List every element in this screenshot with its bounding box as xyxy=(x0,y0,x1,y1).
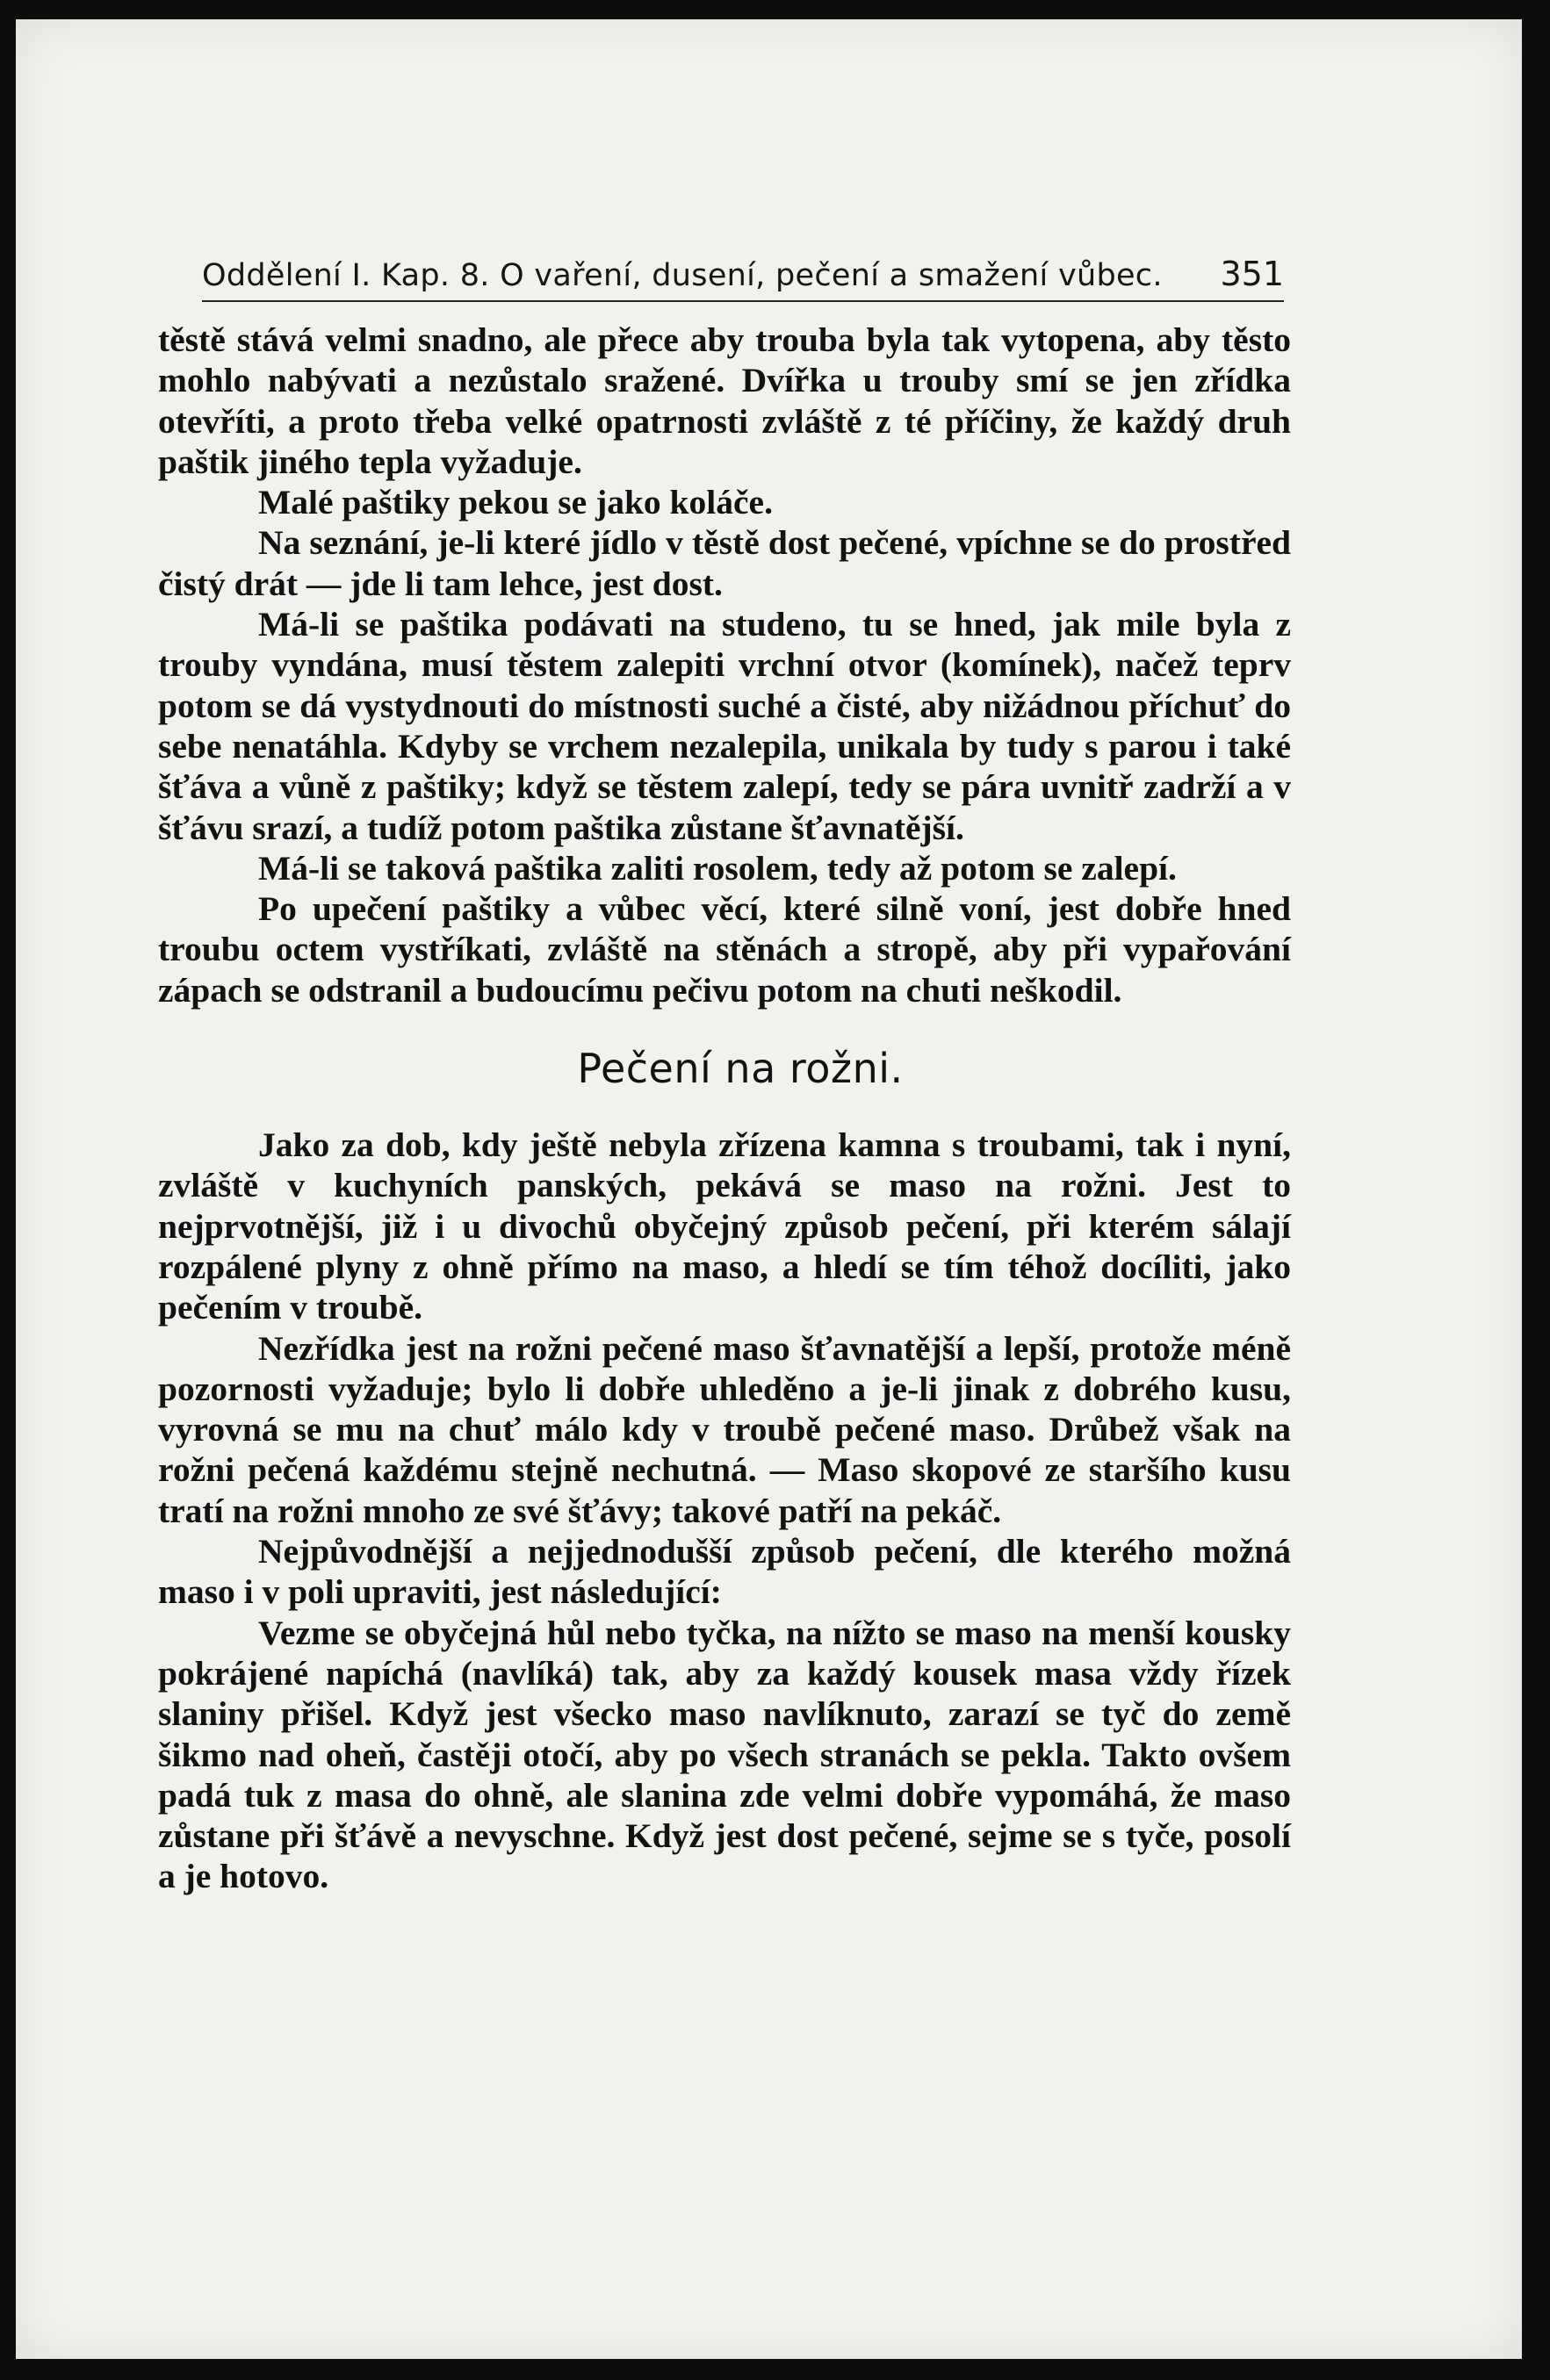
running-header xyxy=(202,249,1284,302)
section-heading: Pečení na rožni. xyxy=(577,1045,904,1093)
book-page xyxy=(16,19,1522,2359)
paragraph: těstě stává velmi snadno, ale přece aby trouba byla tak vytopena, aby těsto mohlo nabývati a nezůstalo sražené. Dvířka u trouby smí se jen zřídka otevříti, a proto třeba velké opatrnosti zvláště z té příčiny, že každý druh paštik jiného tepla vyžaduje. xyxy=(158,320,1291,481)
paragraph: Jako za dob, kdy ještě nebyla zřízena kamna s troubami, tak i nyní, zvláště v kuchyních panských, pekává se maso na rožni. Jest to nejprvotnější, již i u divochů obyčejný způsob pečení, při kterém sálají rozpálené plyny z ohně přímo na maso, a hledí se tím téhož docíliti, jako pečením v troubě. xyxy=(158,1125,1291,1327)
running-title: Oddělení I. Kap. 8. O vaření, dusení, pečení a smažení vůbec. xyxy=(202,258,1163,293)
paragraph: Nejpůvodnější a nejjednodušší způsob pečení, dle kterého možná maso i v poli upraviti, jest následující: xyxy=(158,1532,1291,1612)
paragraph: Má-li se taková paštika zaliti rosolem, tedy až potom se zalepí. xyxy=(258,848,1177,888)
paragraph: Vezme se obyčejná hůl nebo tyčka, na nížto se maso na menší kousky pokrájené napíchá (navlíká) tak, aby za každý kousek masa vždy řízek slaniny přišel. Když jest všecko maso navlíknuto, zarazí se tyč do země šikmo nad oheň, častěji otočí, aby po všech stranách se pekla. Takto ovšem padá tuk z masa do ohně, ale slanina zde velmi dobře vypomáhá, že maso zůstane při šťávě a nevyschne. Když jest dost pečené, sejme se s tyče, posolí a je hotovo. xyxy=(158,1613,1291,1896)
page-number: 351 xyxy=(1220,255,1284,293)
paragraph: Na seznání, je-li které jídlo v těstě dost pečené, vpíchne se do prostřed čistý drát — jde li tam lehce, jest dost. xyxy=(158,523,1291,603)
paragraph: Malé paštiky pekou se jako koláče. xyxy=(258,483,773,522)
body-text xyxy=(158,320,1291,1897)
paragraph: Po upečení paštiky a vůbec věcí, které silně voní, jest dobře hned troubu octem vystříkati, zvláště na stěnách a stropě, aby při vypařování zápach se odstranil a budoucímu pečivu potom na chuti neškodil. xyxy=(158,889,1291,1010)
paragraph: Nezřídka jest na rožni pečené maso šťavnatější a lepší, protože méně pozornosti vyžaduje; bylo li dobře uhleděno a je-li jinak z dobrého kusu, vyrovná se mu na chuť málo kdy v troubě pečené maso. Drůbež však na rožni pečená každému stejně nechutná. — Maso skopové ze staršího kusu tratí na rožni mnoho ze své šťávy; takové patří na pekáč. xyxy=(158,1328,1291,1530)
paragraph: Má-li se paštika podávati na studeno, tu se hned, jak mile byla z trouby vyndána, musí těstem zalepiti vrchní otvor (komínek), načež teprv potom se dá vystydnouti do místnosti suché a čisté, aby nižádnou příchuť do sebe nenatáhla. Kdyby se vrchem nezalepila, unikala by tudy s parou i také šťáva a vůně z paštiky; když se těstem zalepí, tedy se pára uvnitř zadrží a v šťávu srazí, a tudíž potom paštika zůstane šťavnatější. xyxy=(158,605,1291,847)
